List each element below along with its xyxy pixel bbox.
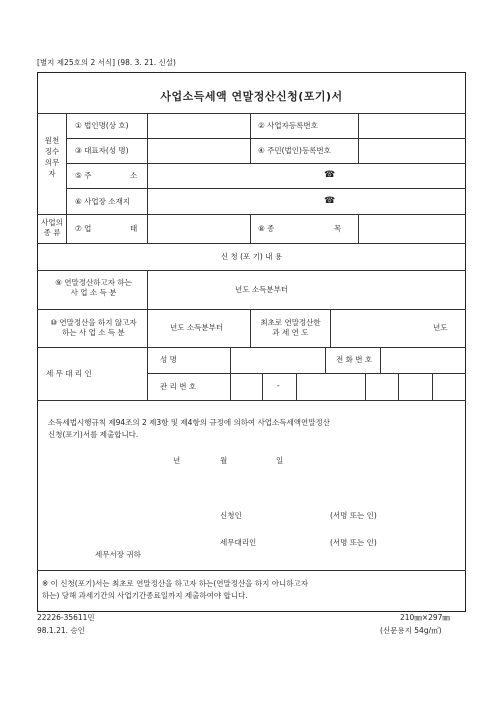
divider (37, 270, 466, 271)
field-settlement-apply-value: 년도 소득분부터 (235, 285, 289, 294)
tax-agent-label: 세 무 대 리 인 (46, 369, 92, 378)
date-month: 월 (220, 456, 228, 465)
form-title: 사업소득세액 연말정산신청(포기)서 (160, 90, 343, 103)
divider (66, 138, 466, 139)
content-header: 신 청 (포 기) 내 용 (220, 252, 283, 261)
field-address-label-tail: 소 (130, 171, 138, 180)
form-number: [별지 제25호의 2 서식] (98. 3. 21. 신설) (37, 58, 176, 67)
tax-agent-mgmt-no-label: 관 리 번 호 (160, 382, 197, 391)
withholder-label: 원천 징수 의무 자 (44, 136, 60, 178)
divider (147, 214, 148, 243)
applicant-label: 신청인 (220, 511, 242, 520)
divider (358, 214, 359, 243)
recipient: 세무서장 귀하 (95, 550, 141, 559)
field-settlement-waive-label: ⑩ 연말정산을 하지 않고자 하는 사 업 소 득 분 (50, 318, 137, 338)
tax-agent-phone-label: 전 화 번 호 (336, 355, 373, 364)
tax-agent-sign-label: 세무대리인 (220, 538, 257, 547)
divider (262, 373, 263, 400)
field-business-type: ⑦ 업 (75, 224, 92, 233)
field-business-item-tail: 목 (334, 224, 342, 233)
divider (147, 163, 148, 214)
divider (365, 373, 366, 400)
divider (358, 113, 359, 163)
field-resident-reg-no: ④ 주민(법인)등록번호 (258, 146, 331, 155)
divider (37, 570, 466, 571)
field-business-type-tail: 태 (130, 224, 138, 233)
tax-agent-name-label: 성 명 (160, 355, 177, 364)
mgmt-no-dash: - (277, 381, 280, 390)
business-kind-label: 사업의 종 류 (41, 218, 63, 238)
date-day: 일 (276, 456, 284, 465)
phone-icon: ☎ (324, 196, 336, 206)
tax-agent-signature: (서명 또는 인) (330, 538, 377, 547)
paper-spec: (신문용지 54g/㎡) (380, 626, 442, 635)
divider (37, 347, 466, 348)
divider (37, 400, 466, 401)
field-address-label: ⑤ 주 (75, 171, 92, 180)
divider (380, 347, 381, 373)
divider (66, 163, 466, 164)
date-year: 년 (173, 456, 181, 465)
footnote: ※ 이 신청(포기)서는 최초로 연말정산을 하고자 하는(연말정산을 하지 아니하고자 하는) 당해 과세기간의 사업기간종료일까지 제출하여야 합니다. (42, 579, 308, 601)
divider (398, 373, 399, 400)
divider (66, 113, 67, 243)
form-code: 22226-35611민 (37, 613, 95, 622)
phone-icon: ☎ (324, 170, 336, 180)
divider (37, 113, 466, 114)
field-business-item: ⑧ 종 (258, 224, 275, 233)
divider (250, 113, 251, 163)
divider (37, 243, 466, 244)
field-business-reg-no: ② 사업자등록번호 (258, 121, 318, 130)
divider (432, 373, 433, 400)
divider (325, 347, 326, 373)
field-settlement-waive-value: 년도 소득분부터 (170, 323, 224, 332)
field-year-suffix: 년도 (433, 323, 448, 332)
divider (66, 188, 466, 189)
divider (147, 373, 466, 374)
divider (296, 373, 297, 400)
field-workplace-location: ⑥ 사업장 소재지 (75, 197, 130, 206)
field-company-name: ① 법인명(상 호) (75, 121, 129, 130)
statement-text: 소득세법시행규칙 제94조의 2 제3항 및 제4항의 규정에 의하여 사업소득세액연말정산 신청(포기)서를 제출합니다. (48, 418, 331, 439)
paper-size: 210㎜×297㎜ (400, 613, 450, 622)
divider (330, 309, 331, 347)
applicant-signature: (서명 또는 인) (330, 511, 377, 520)
divider (230, 347, 231, 400)
field-representative: ③ 대표자(성 명) (75, 146, 129, 155)
divider (37, 214, 466, 215)
field-settlement-apply-label: ⑨ 연말정산하고자 하는 사 업 소 득 분 (55, 278, 132, 298)
approval-date: 98.1.21. 승인 (37, 626, 85, 635)
field-first-settlement-year-label: 최초로 연말정산한 과 세 연 도 (260, 318, 321, 338)
divider (37, 309, 466, 310)
divider (147, 270, 148, 400)
divider (250, 214, 251, 243)
divider (147, 113, 148, 163)
